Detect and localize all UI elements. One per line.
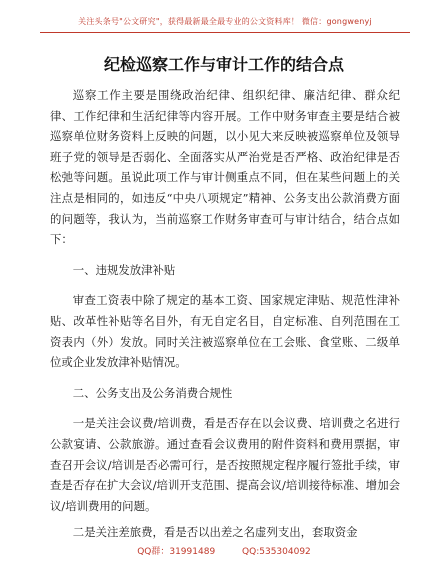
section-heading-1: 一、违规发放津补贴 — [72, 262, 176, 277]
section-heading-2: 二、公务支出及公务消费合规性 — [72, 385, 233, 400]
section-2-paragraph-1: 一是关注会议费/培训费，看是否存在以会议费、培训费之名进行公款宴请、公款旅游。通过查看会议费用的附件资料和费用票据，审查召开会议/培训是否必需可行，是否按照规定程序履行签批手续，审查是否存在扩大会议/培训开支范围、提高会议/培训接待标准、增加会议/培训费用的问题。 — [50, 416, 400, 513]
document-body — [50, 85, 400, 543]
header-divider — [40, 32, 410, 33]
intro-paragraph: 巡察工作主要是围绕政治纪律、组织纪律、廉洁纪律、群众纪律、工作纪律和生活纪律等内容开展。工作中财务审查主要是结合被巡察单位财务资料上反映的问题，以小见大来反映被巡察单位及领导班子党的领导是否弱化、全面落实从严治党是否严格、政治纪律是否松弛等问题。虽说此项工作与审计侧重点不同，但在某些问题上的关注点是相同的，如违反“中央八项规定”精神、公务支出公款消费方面的问题等，我认为，当前巡察工作财务审查可与审计结合，结合点如下： — [50, 88, 400, 247]
footer — [0, 544, 448, 557]
header-banner: 关注头条号"公文研究"，获得最新最全最专业的公文资料库！ 微信：gongwenyj — [78, 17, 372, 26]
document-title: 纪检巡察工作与审计工作的结合点 — [103, 55, 344, 74]
footer-qq-group: QQ群：31991489 — [137, 547, 216, 557]
section-1-paragraph: 审查工资表中除了规定的基本工资、国家规定津贴、规范性津补贴、改革性补贴等名目外，有无自定名目，自定标准、自列范围在工资表内（外）发放。同时关注被巡察单位在工会账、食堂账、二级单位或企业发放津补贴情况。 — [50, 293, 400, 370]
section-2-paragraph-2: 二是关注差旅费，看是否以出差之名虚列支出，套取资金 — [72, 525, 358, 540]
footer-qq-contact: QQ:535304092 — [242, 547, 311, 557]
